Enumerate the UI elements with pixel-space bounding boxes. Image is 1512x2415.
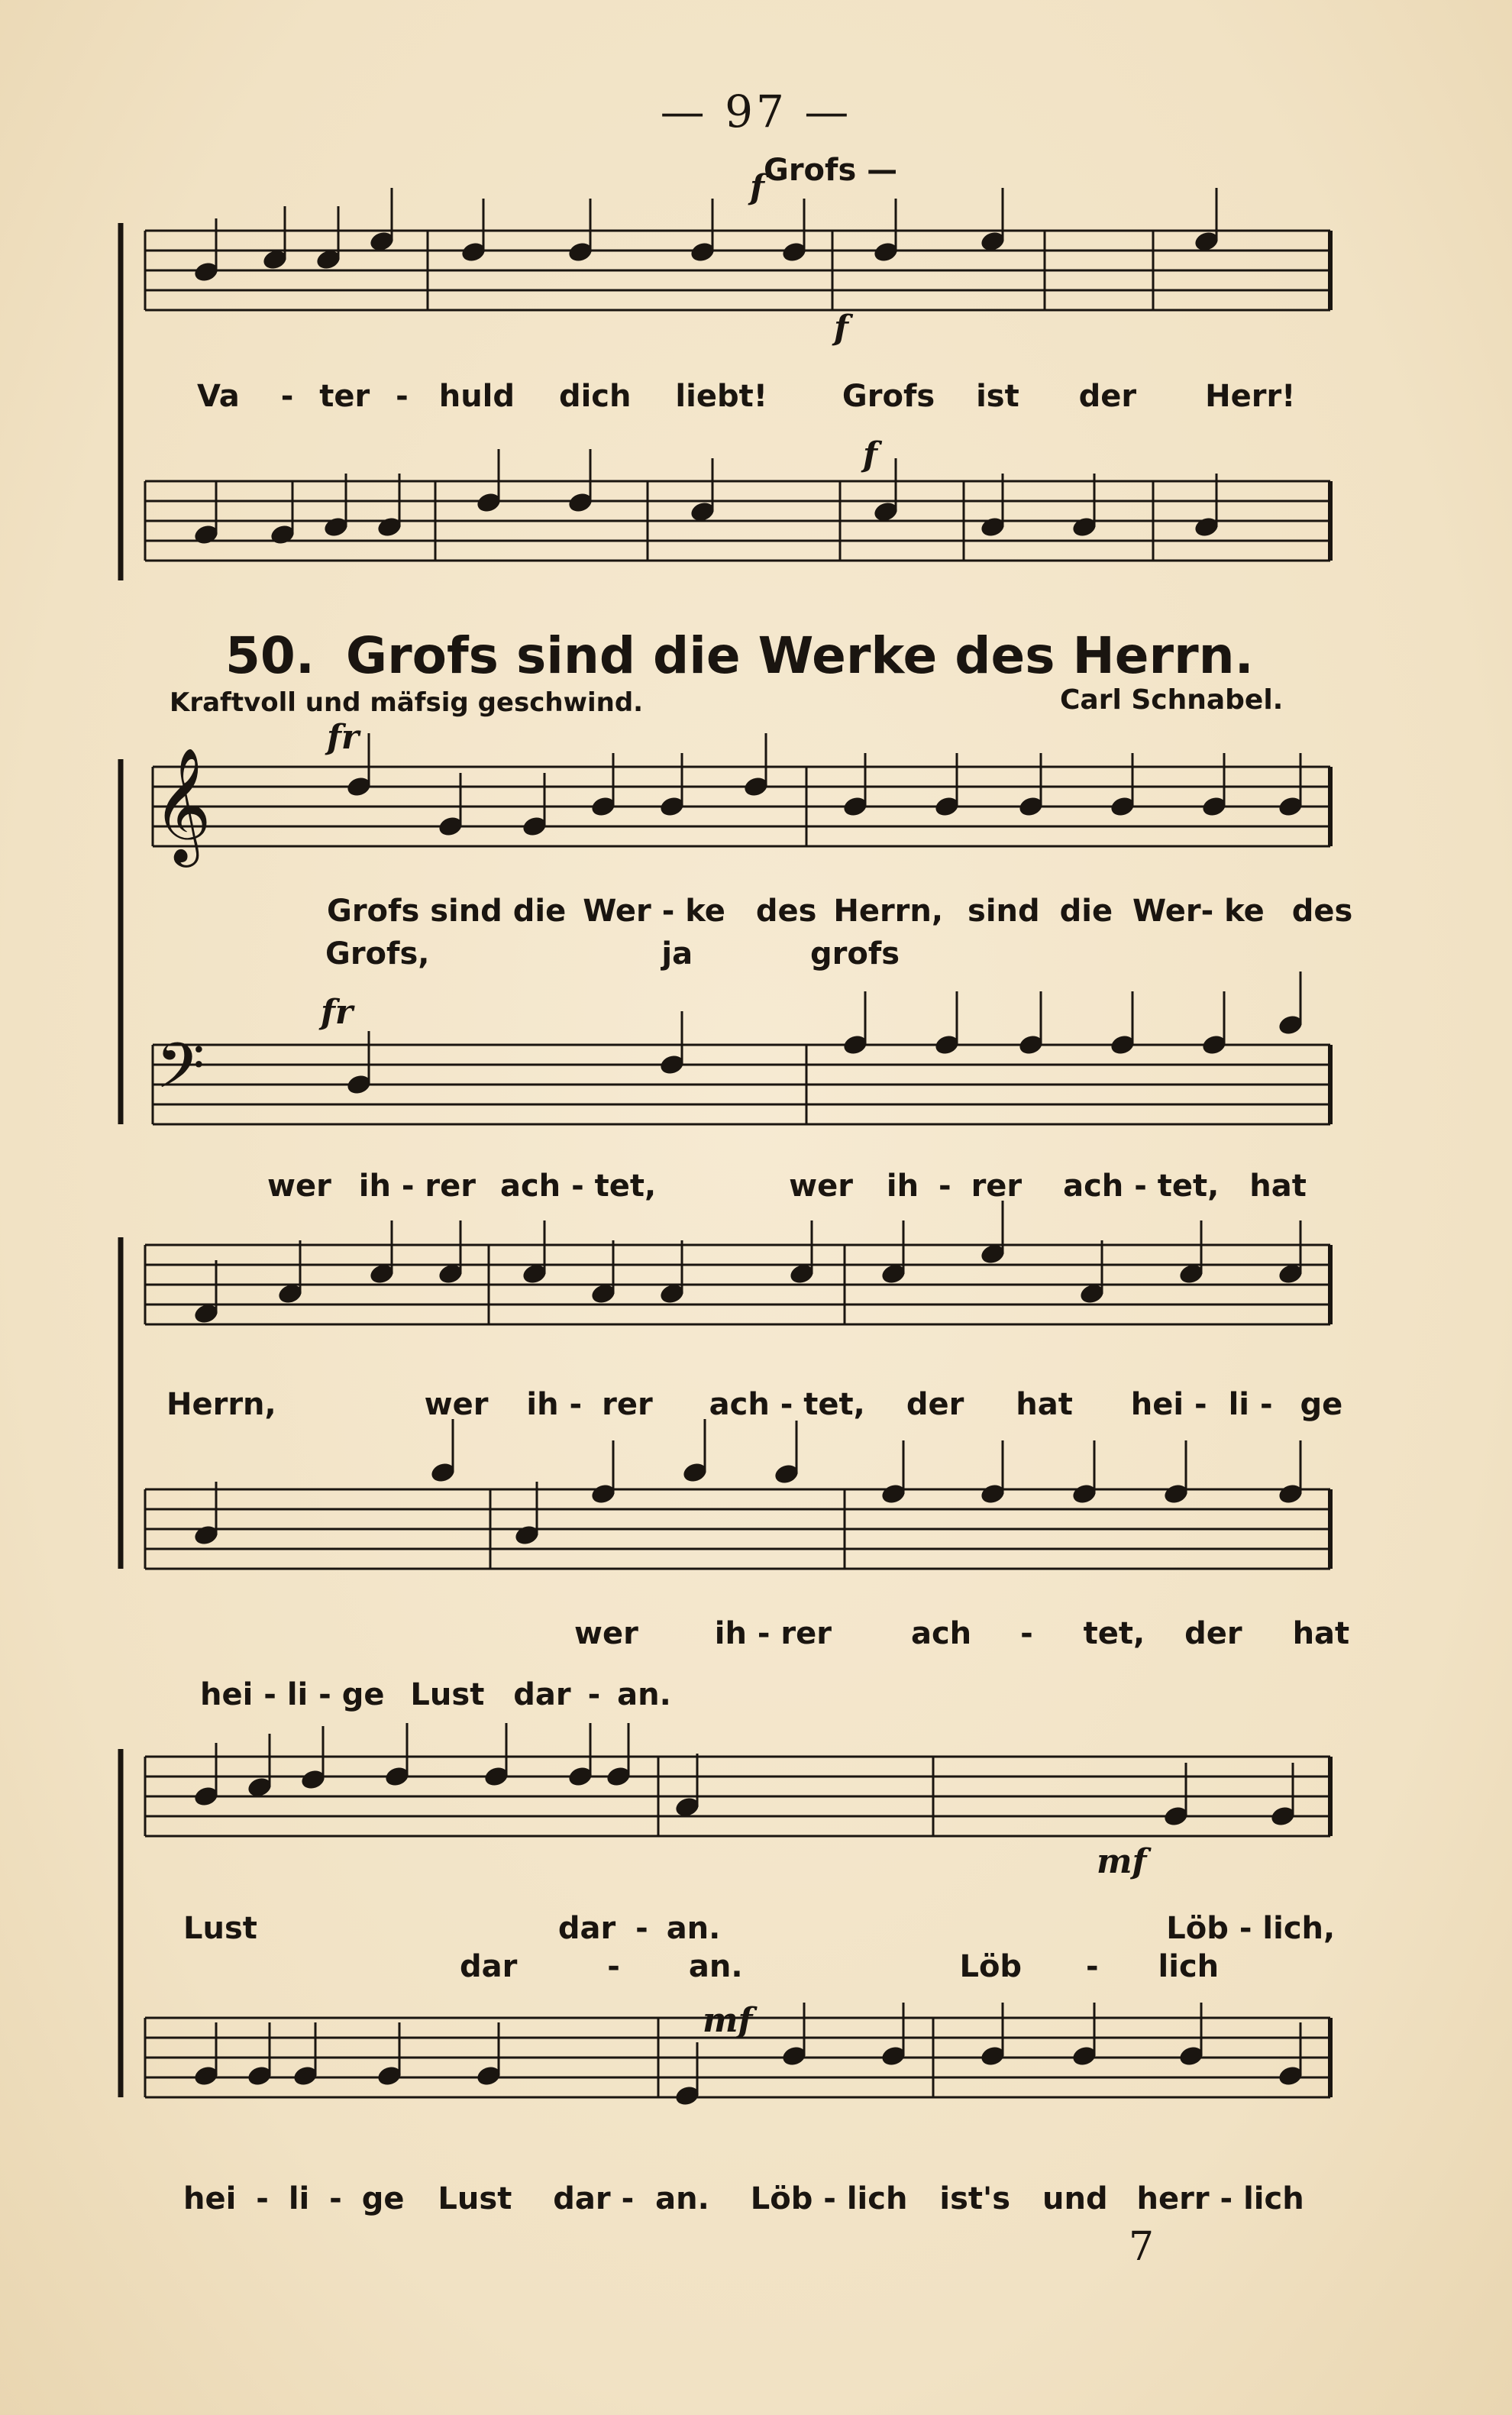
lyric-line: Grofs, ja grofs [325,936,900,971]
dynamic-marking: fr [327,718,360,757]
cue-text: Grofs — [764,153,898,188]
lyric-line: Va - ter - huld dich liebt! Grofs ist der Herr! [197,379,1296,414]
lyric-line: Grofs sind die Wer - ke des Herrn, sind die Wer- ke des [327,894,1353,929]
lyric-line: wer ih - rer ach - tet, wer ih - rer ach - tet, hat [267,1169,1307,1204]
song-number: 50. [225,626,315,685]
dynamic-marking: f [750,168,764,207]
song-title [225,626,1254,685]
dynamic-marking: mf [1097,1842,1147,1881]
composer: Carl Schnabel. [1060,684,1284,716]
song-title-text: Grofs sind die Werke des Herrn. [345,626,1254,685]
lyric-line: hei - li - ge Lust dar - an. [200,1677,671,1712]
dynamic-marking: f [863,435,877,474]
bass-clef-icon: 𝄢 [156,1029,205,1118]
lyric-line: wer ih - rer ach - tet, der hat [574,1616,1350,1651]
dynamic-marking: mf [703,2001,753,2040]
signature-mark: 7 [1129,2224,1155,2270]
page-number: — 97 — [660,86,852,137]
lyric-line: Herrn, wer ih - rer ach - tet, der hat hei - li - ge [166,1387,1343,1422]
treble-clef-icon: 𝄞 [153,746,212,862]
dynamic-marking: f [834,309,848,348]
lyric-line: Lust dar - an. Löb - lich, [183,1911,1336,1946]
tempo-marking: Kraftvoll und mäfsig geschwind. [170,687,644,718]
lyric-line: dar - an. Löb - lich [460,1949,1220,1984]
dynamic-marking: fr [321,993,354,1032]
lyric-line: hei - li - ge Lust dar - an. Löb - lich ist's und herr - lich [183,2181,1304,2216]
